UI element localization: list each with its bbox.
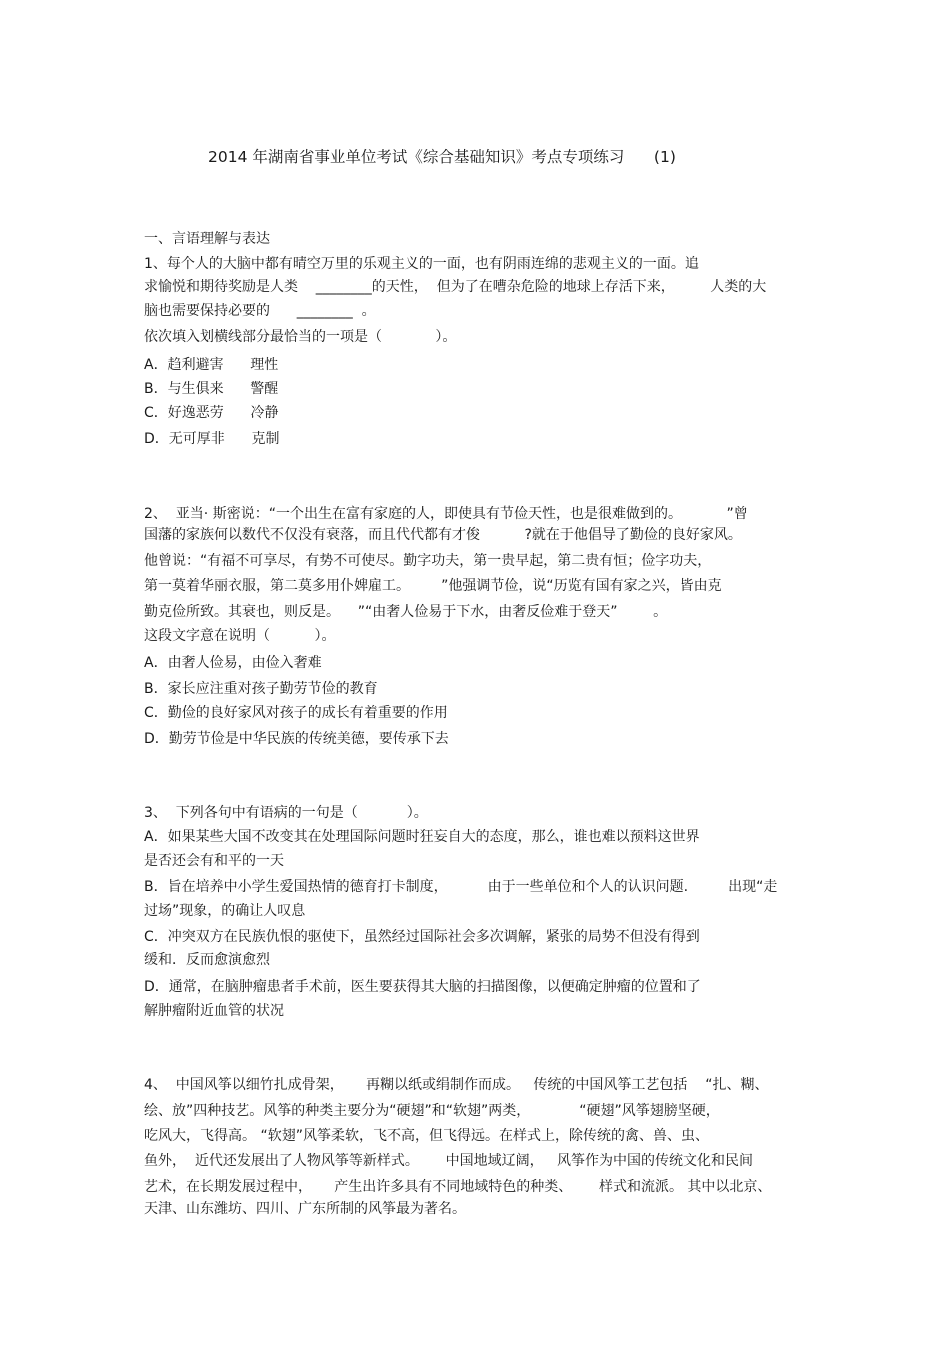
option-d-cont: 解肿瘤附近血管的状况 (144, 1003, 284, 1019)
question-text-line: 国藩的家族何以数代不仅没有衰落，而且代代都有才俊 ?就在于他倡导了勤俭的良好家风。 (144, 527, 742, 543)
question-text-line: 吃风大，飞得高。 “软翅”风筝柔软，飞不高，但飞得远。在样式上，除传统的禽、兽、虫、 (144, 1128, 709, 1144)
question-prompt: 3、 下列各句中有语病的一句是（ ）。 (144, 805, 428, 821)
option-a-cont: 是否还会有和平的一天 (144, 853, 284, 869)
question-text-line: 4、 中国风筝以细竹扎成骨架， 再糊以纸或绢制作而成。 传统的中国风筝工艺包括 “扎、糊、 (144, 1077, 769, 1093)
option-d: D．勤劳节俭是中华民族的传统美德，要传承下去 (144, 731, 449, 747)
question-text-line: 1、每个人的大脑中都有晴空万里的乐观主义的一面，也有阴雨连绵的悲观主义的一面。追 (144, 256, 699, 272)
question-text-line: 第一莫着华丽衣服，第二莫多用仆婢雇工。 ”他强调节俭，说“历览有国有家之兴，皆由克 (144, 578, 722, 594)
option-b: B．与生俱来 警醒 (144, 381, 279, 397)
option-b: B．家长应注重对孩子勤劳节俭的教育 (144, 681, 378, 697)
page-title: 2014 年湖南省事业单位考试《综合基础知识》考点专项练习 (1) (208, 148, 676, 166)
section-heading: 一、言语理解与表达 (144, 231, 270, 247)
question-text-line: 勤克俭所致。其衰也，则反是。 ”“由奢人俭易于下水，由奢反俭难于登天” 。 (144, 604, 668, 620)
question-text-line: 脑也需要保持必要的 ________ 。 (144, 303, 376, 319)
option-d: D．通常，在脑肿瘤患者手术前，医生要获得其大脑的扫描图像，以便确定肿瘤的位置和了 (144, 979, 701, 995)
question-text-line: 他曾说：“有福不可享尽，有势不可使尽。勤字功夫，第一贵早起，第二贵有恒；俭字功夫， (144, 553, 712, 569)
option-c: C．勤俭的良好家风对孩子的成长有着重要的作用 (144, 705, 448, 721)
question-text-line: 鱼外， 近代还发展出了人物风筝等新样式。 中国地域辽阔， 风筝作为中国的传统文化和民间 (144, 1153, 753, 1169)
option-b-cont: 过场”现象，的确让人叹息 (144, 903, 306, 919)
question-prompt: 依次填入划横线部分最恰当的一项是（ ）。 (144, 329, 457, 345)
option-a: A．趋利避害 理性 (144, 357, 279, 373)
question-text-line: 艺术，在长期发展过程中， 产生出许多具有不同地域特色的种类、 样式和流派。 其中以北京、 (144, 1179, 772, 1195)
question-text-line: 求愉悦和期待奖励是人类 ________的天性， 但为了在嘈杂危险的地球上存活下来， 人类的大 (144, 279, 767, 295)
question-text-line: 绘、放”四种技艺。风筝的种类主要分为“硬翅”和“软翅”两类， “硬翅”风筝翅膀坚硬， (144, 1103, 720, 1119)
option-a: A．由奢人俭易，由俭入奢难 (144, 655, 322, 671)
option-d: D．无可厚非 克制 (144, 431, 280, 447)
option-c-cont: 缓和．反而愈演愈烈 (144, 952, 270, 968)
option-a: A．如果某些大国不改变其在处理国际问题时狂妄自大的态度，那么，谁也难以预料这世界 (144, 829, 700, 845)
question-prompt: 这段文字意在说明（ ）。 (144, 628, 336, 644)
option-c: C．冲突双方在民族仇恨的驱使下，虽然经过国际社会多次调解，紧张的局势不但没有得到 (144, 929, 700, 945)
option-b: B．旨在培养中小学生爱国热情的德育打卡制度， 由于一些单位和个人的认识问题. 出现“走 (144, 879, 778, 895)
question-text-line: 2、 亚当· 斯密说：“一个出生在富有家庭的人，即使具有节俭天性，也是很难做到的。 ”曾 (144, 506, 748, 522)
question-text-line: 天津、山东潍坊、四川、广东所制的风筝最为著名。 (144, 1201, 466, 1217)
option-c: C．好逸恶劳 冷静 (144, 405, 279, 421)
